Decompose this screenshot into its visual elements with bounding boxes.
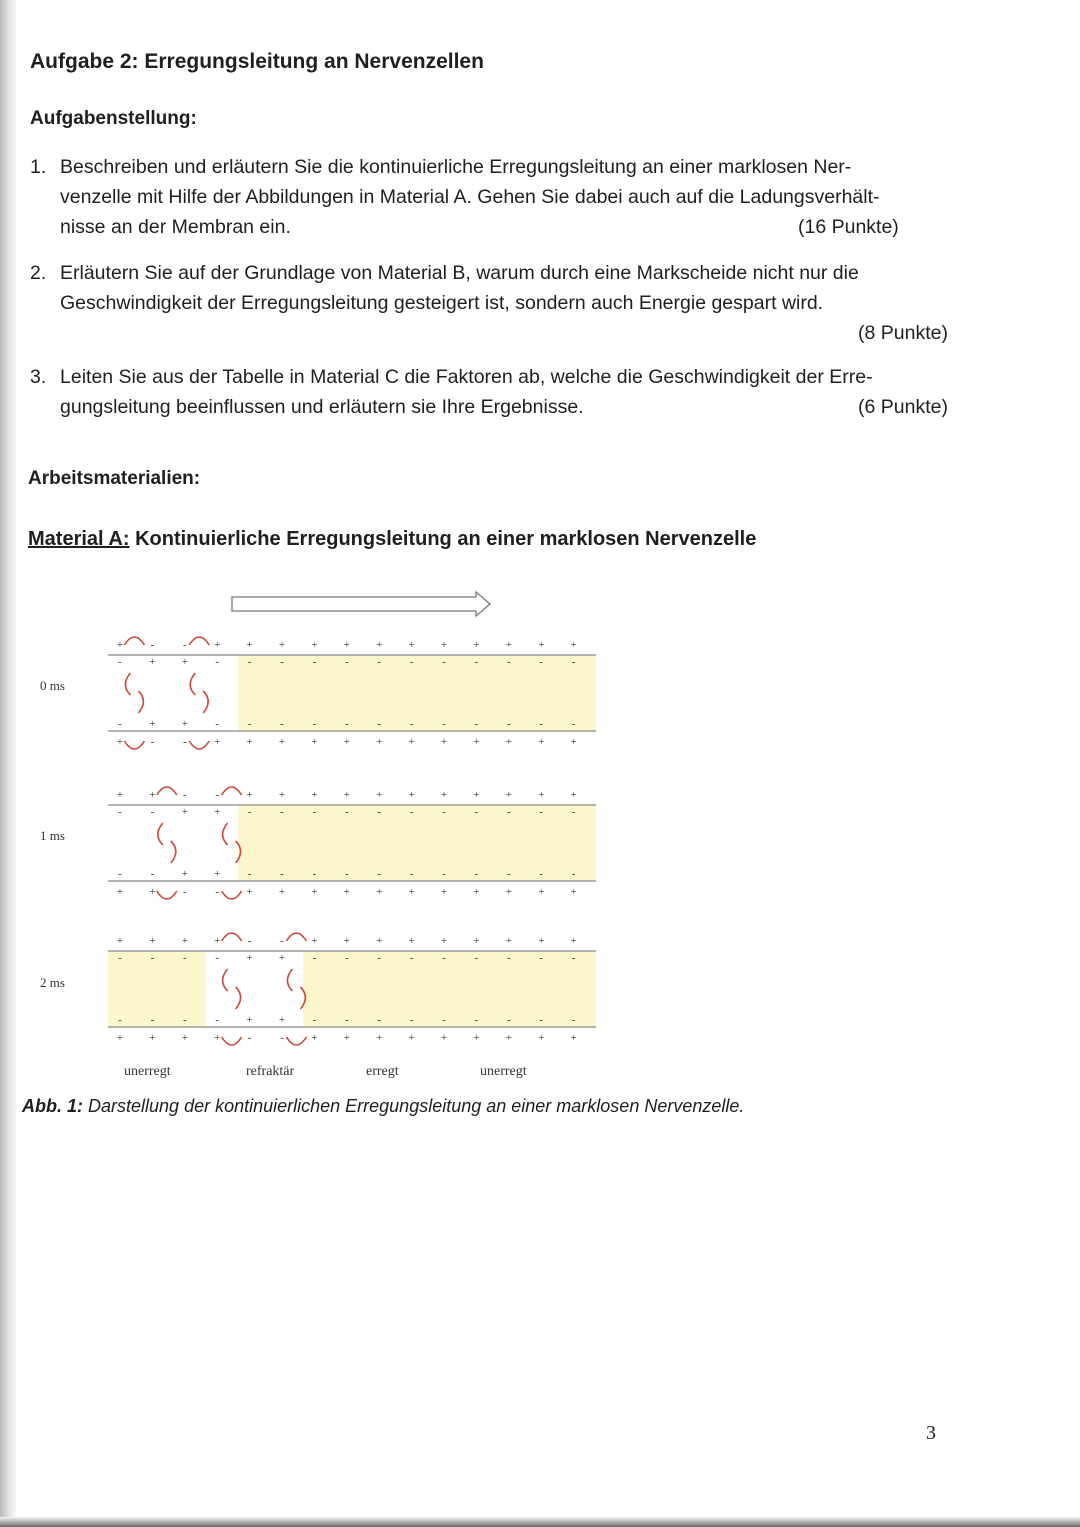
charge-sign: + (376, 935, 383, 947)
charge-sign: - (377, 656, 382, 668)
zone-label: unerregt (480, 1064, 527, 1079)
charge-sign: + (246, 886, 253, 898)
charge-sign: - (247, 868, 252, 880)
page-number: 3 (926, 1422, 936, 1444)
charge-sign: + (440, 736, 448, 748)
charge-sign: - (280, 718, 284, 730)
charge-sign: - (506, 868, 511, 880)
charge-sign: + (149, 1032, 156, 1044)
charge-sign: - (344, 718, 349, 730)
charge-sign: + (505, 789, 512, 801)
current-arc (222, 933, 242, 941)
charge-sign: + (311, 736, 318, 748)
charge-sign: + (473, 789, 480, 801)
current-arc (171, 841, 176, 863)
current-arc (286, 933, 306, 941)
charge-sign: - (442, 952, 446, 964)
charge-sign: + (408, 789, 415, 801)
charge-sign: + (181, 935, 188, 947)
charge-sign: + (214, 868, 221, 880)
current-arc (124, 637, 144, 645)
caption-prefix: Abb. 1: (22, 1096, 83, 1116)
charge-sign: + (149, 789, 156, 801)
charge-sign: + (570, 1032, 577, 1044)
charge-sign: + (408, 639, 415, 651)
charge-sign: + (311, 935, 318, 947)
charge-sign: + (473, 1032, 480, 1044)
charge-sign: - (150, 868, 155, 880)
charge-sign: - (150, 736, 155, 748)
charge-sign: + (311, 886, 318, 898)
charge-sign: - (312, 952, 317, 964)
charge-sign: + (343, 886, 350, 898)
task-heading: Aufgabenstellung: (30, 108, 197, 129)
current-arc (222, 891, 242, 899)
charge-sign: - (506, 952, 511, 964)
charge-sign: + (246, 736, 253, 748)
charge-sign: + (116, 935, 124, 947)
charge-sign: - (539, 952, 544, 964)
charge-sign: - (442, 1014, 446, 1026)
charge-sign: - (474, 806, 479, 818)
charge-sign: - (377, 718, 382, 730)
charge-sign: + (278, 952, 286, 964)
charge-sign: - (344, 1014, 349, 1026)
charge-sign: + (116, 789, 124, 801)
charge-sign: - (247, 806, 252, 818)
current-arc (124, 741, 144, 749)
charge-sign: + (278, 639, 286, 651)
zone-label: unerregt (124, 1064, 171, 1079)
charge-sign: - (571, 952, 576, 964)
charge-sign: + (408, 1032, 415, 1044)
charge-sign: - (312, 718, 317, 730)
charge-sign: - (182, 736, 187, 748)
charge-sign: - (377, 868, 382, 880)
current-arc (189, 741, 209, 749)
charge-sign: - (247, 656, 252, 668)
title-prefix: Aufgabe 2: (30, 50, 139, 73)
charge-sign: + (181, 1032, 188, 1044)
charge-sign: + (149, 718, 156, 730)
charge-sign: - (215, 952, 220, 964)
charge-sign: - (182, 1014, 187, 1026)
current-arc (138, 691, 143, 713)
charge-sign: - (118, 656, 122, 668)
axon-conduction-figure (0, 580, 640, 1080)
charge-sign: + (181, 806, 188, 818)
current-arc (189, 637, 209, 645)
charge-sign: - (150, 1014, 155, 1026)
charge-sign: + (473, 886, 480, 898)
charge-sign: - (377, 952, 382, 964)
task-2 (30, 258, 980, 344)
current-arc (287, 969, 292, 991)
charge-sign: - (442, 868, 446, 880)
charge-sign: + (214, 935, 221, 947)
task-points: (8 Punkte) (858, 322, 948, 344)
material-a-heading (28, 528, 756, 551)
current-arc (158, 823, 163, 845)
charge-sign: - (182, 952, 187, 964)
caption-text: Darstellung der kontinuierlichen Erregungsleitung an einer marklosen Nervenzelle. (88, 1096, 745, 1116)
zone-label: refraktär (246, 1064, 295, 1079)
charge-sign: - (571, 1014, 576, 1026)
charge-sign: + (570, 789, 577, 801)
charge-sign: + (343, 736, 350, 748)
charge-sign: - (539, 868, 544, 880)
material-a-label: Material A: (28, 528, 130, 550)
current-arc (203, 691, 208, 713)
charge-sign: - (118, 806, 122, 818)
charge-sign: + (181, 656, 188, 668)
charge-sign: - (280, 806, 284, 818)
charge-sign: + (149, 886, 156, 898)
charge-sign: - (506, 806, 511, 818)
charge-sign: + (505, 1032, 512, 1044)
charge-sign: - (377, 1014, 382, 1026)
charge-sign: - (409, 718, 414, 730)
charge-sign: - (312, 656, 317, 668)
charge-sign: - (150, 639, 155, 651)
charge-sign: - (280, 935, 284, 947)
materials-heading: Arbeitsmaterialien: (28, 468, 201, 489)
task-line: venzelle mit Hilfe der Abbildungen in Material A. Gehen Sie dabei auch auf die Ladungsverhält- (60, 186, 880, 208)
charge-sign: + (278, 736, 286, 748)
charge-sign: - (571, 656, 576, 668)
charge-sign: + (376, 886, 383, 898)
charge-sign: + (278, 1014, 286, 1026)
task-points: (6 Punkte) (858, 396, 948, 418)
charge-sign: - (571, 868, 576, 880)
current-arc (286, 1037, 306, 1045)
zone-label: erregt (366, 1064, 399, 1079)
charge-sign: + (505, 639, 512, 651)
charge-sign: - (377, 806, 382, 818)
charge-sign: - (118, 1014, 122, 1026)
charge-sign: - (215, 656, 220, 668)
task-line: nisse an der Membran ein. (60, 216, 291, 238)
charge-sign: - (474, 1014, 479, 1026)
charge-sign: + (116, 886, 124, 898)
page-bottom-edge (0, 1517, 1080, 1527)
charge-sign: + (538, 736, 545, 748)
charge-sign: - (442, 718, 446, 730)
charge-sign: + (376, 639, 383, 651)
charge-sign: + (149, 656, 156, 668)
charge-sign: - (571, 718, 576, 730)
current-arc (222, 1037, 242, 1045)
charge-sign: + (116, 736, 124, 748)
charge-sign: - (506, 656, 511, 668)
axon-segment (108, 951, 206, 1027)
task-line: Beschreiben und erläutern Sie die kontinuierliche Erregungsleitung an einer marklosen Ner- (60, 156, 852, 178)
charge-sign: - (280, 868, 284, 880)
charge-sign: + (570, 935, 577, 947)
charge-sign: + (116, 639, 124, 651)
charge-sign: + (440, 639, 448, 651)
charge-sign: + (376, 1032, 383, 1044)
charge-sign: - (247, 935, 252, 947)
charge-sign: - (150, 952, 155, 964)
charge-sign: + (440, 1032, 448, 1044)
time-label: 0 ms (40, 678, 65, 693)
charge-sign: + (408, 736, 415, 748)
charge-sign: + (214, 639, 221, 651)
charge-sign: - (539, 1014, 544, 1026)
charge-sign: + (116, 1032, 124, 1044)
charge-sign: + (376, 789, 383, 801)
charge-sign: - (474, 656, 479, 668)
charge-sign: + (570, 736, 577, 748)
charge-sign: - (409, 806, 414, 818)
charge-sign: + (408, 935, 415, 947)
time-label: 2 ms (40, 975, 65, 990)
charge-sign: - (247, 718, 252, 730)
direction-arrow-icon (232, 592, 490, 616)
charge-sign: + (538, 1032, 545, 1044)
charge-sign: + (246, 789, 253, 801)
charge-sign: - (344, 952, 349, 964)
task-line: Leiten Sie aus der Tabelle in Material C die Faktoren ab, welche die Geschwindigkeit der Erre- (60, 366, 873, 388)
charge-sign: + (505, 935, 512, 947)
charge-sign: - (571, 806, 576, 818)
charge-sign: + (246, 1014, 253, 1026)
charge-sign: + (408, 886, 415, 898)
charge-sign: + (376, 736, 383, 748)
charge-sign: - (442, 656, 446, 668)
current-arc (190, 673, 195, 695)
charge-sign: - (344, 656, 349, 668)
current-arc (223, 969, 228, 991)
task-points: (16 Punkte) (798, 216, 899, 238)
charge-sign: - (409, 1014, 414, 1026)
charge-sign: - (182, 639, 187, 651)
charge-sign: + (440, 886, 448, 898)
material-a-title: Kontinuierliche Erregungsleitung an einer marklosen Nervenzelle (135, 528, 757, 550)
page-title (30, 50, 484, 74)
task-line: Geschwindigkeit der Erregungsleitung gesteigert ist, sondern auch Energie gespart wird. (60, 292, 824, 314)
charge-sign: - (506, 718, 511, 730)
charge-sign: + (473, 935, 480, 947)
time-label: 1 ms (40, 828, 65, 843)
charge-sign: - (409, 952, 414, 964)
charge-sign: - (539, 718, 544, 730)
charge-sign: + (473, 639, 480, 651)
charge-sign: - (312, 868, 317, 880)
current-arc (236, 987, 241, 1009)
charge-sign: + (538, 639, 545, 651)
charge-sign: + (214, 736, 221, 748)
current-arc (157, 891, 177, 899)
charge-sign: - (312, 1014, 317, 1026)
charge-sign: - (215, 886, 220, 898)
figure-caption (22, 1096, 744, 1117)
charge-sign: + (343, 935, 350, 947)
charge-sign: - (539, 656, 544, 668)
charge-sign: + (311, 639, 318, 651)
charge-sign: + (181, 868, 188, 880)
charge-sign: - (442, 806, 446, 818)
charge-sign: + (538, 935, 545, 947)
charge-sign: + (181, 718, 188, 730)
charge-sign: + (246, 639, 253, 651)
charge-sign: - (344, 806, 349, 818)
charge-sign: + (278, 886, 286, 898)
charge-sign: + (246, 952, 253, 964)
charge-sign: + (473, 736, 480, 748)
charge-sign: + (149, 935, 156, 947)
charge-sign: - (182, 789, 187, 801)
charge-sign: + (278, 789, 286, 801)
charge-sign: + (538, 886, 545, 898)
charge-sign: + (343, 639, 350, 651)
task-number: 2. (30, 262, 47, 284)
charge-sign: - (150, 806, 155, 818)
charge-sign: - (474, 952, 479, 964)
charge-sign: + (440, 789, 448, 801)
charge-sign: - (474, 718, 479, 730)
task-3 (30, 362, 980, 422)
current-arc (157, 787, 177, 795)
charge-sign: + (505, 886, 512, 898)
charge-sign: - (409, 868, 414, 880)
charge-sign: - (215, 1014, 220, 1026)
charge-sign: - (215, 718, 220, 730)
task-1 (30, 152, 980, 242)
charge-sign: + (214, 806, 221, 818)
charge-sign: - (409, 656, 414, 668)
charge-sign: - (118, 952, 122, 964)
current-arc (222, 787, 242, 795)
charge-sign: - (539, 806, 544, 818)
charge-sign: + (570, 639, 577, 651)
charge-sign: + (440, 935, 448, 947)
charge-sign: + (538, 789, 545, 801)
charge-sign: + (505, 736, 512, 748)
charge-sign: + (311, 1032, 318, 1044)
task-line: gungsleitung beeinflussen und erläutern sie Ihre Ergebnisse. (60, 396, 584, 418)
task-number: 1. (30, 156, 47, 178)
charge-sign: - (118, 718, 122, 730)
charge-sign: - (182, 886, 187, 898)
task-number: 3. (30, 366, 47, 388)
charge-sign: + (570, 886, 577, 898)
task-line: Erläutern Sie auf der Grundlage von Material B, warum durch eine Markscheide nicht nur die (60, 262, 859, 284)
charge-sign: + (343, 789, 350, 801)
current-arc (223, 823, 228, 845)
charge-sign: + (311, 789, 318, 801)
charge-sign: + (214, 1032, 221, 1044)
charge-sign: - (312, 806, 317, 818)
charge-sign: - (280, 656, 284, 668)
charge-sign: - (344, 868, 349, 880)
charge-sign: - (506, 1014, 511, 1026)
charge-sign: - (280, 1032, 284, 1044)
current-arc (125, 673, 130, 695)
charge-sign: - (215, 789, 220, 801)
charge-sign: - (474, 868, 479, 880)
charge-sign: + (343, 1032, 350, 1044)
title-text: Erregungsleitung an Nervenzellen (144, 50, 484, 73)
charge-sign: - (118, 868, 122, 880)
charge-sign: - (247, 1032, 252, 1044)
